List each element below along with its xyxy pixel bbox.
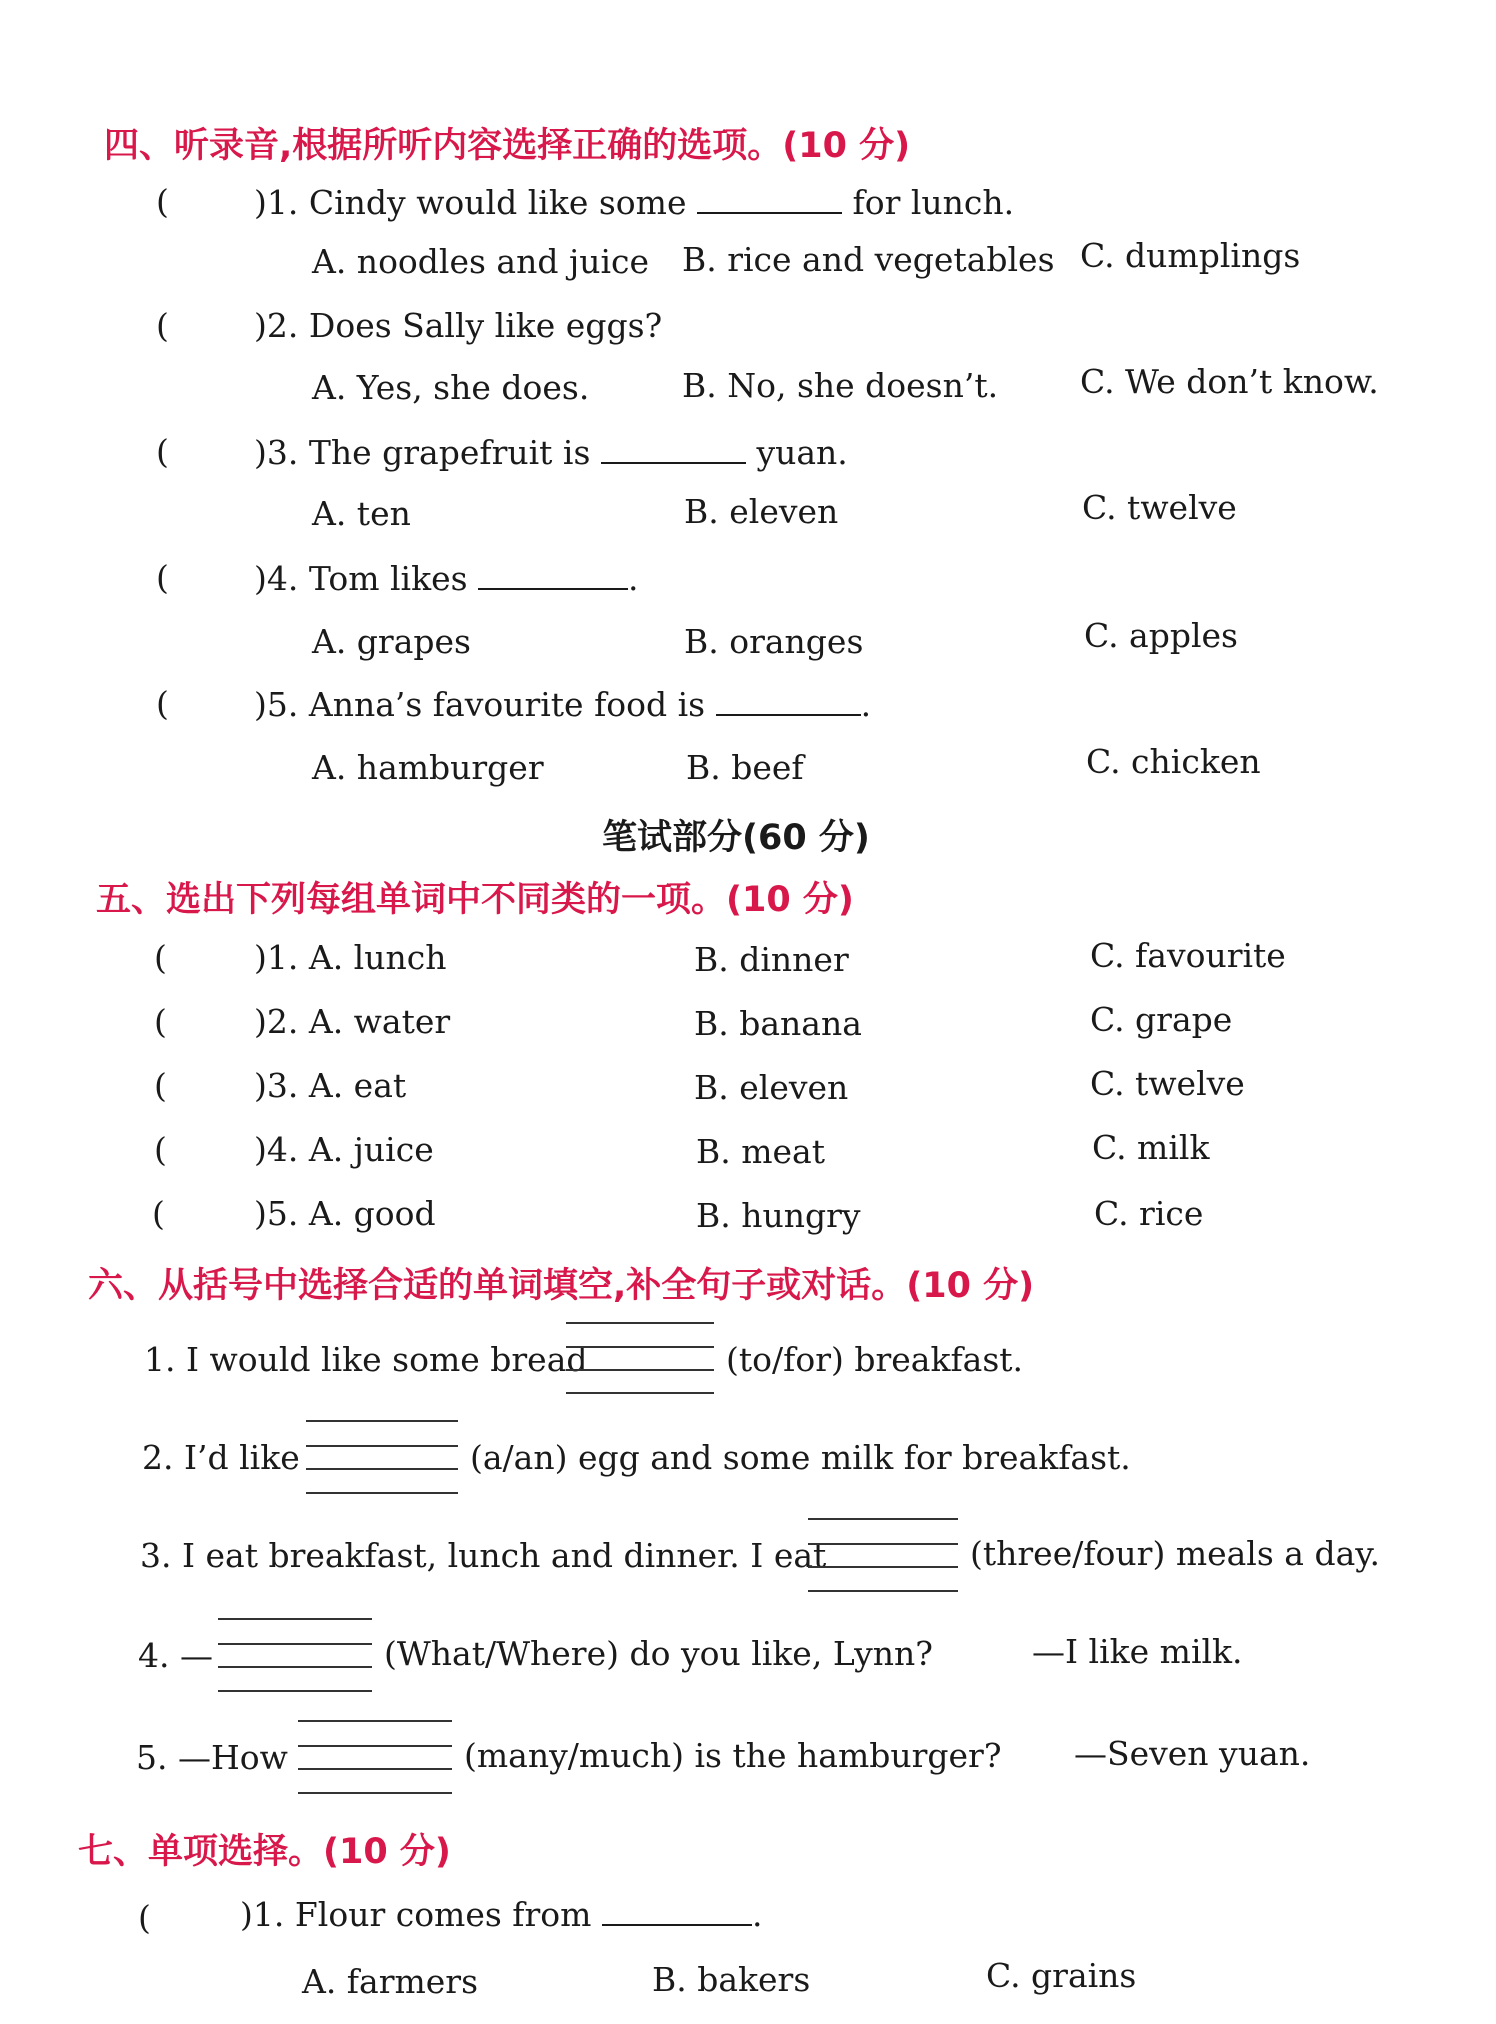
question-text: The grapefruit is <box>308 433 591 472</box>
option-c: C. We don’t know. <box>1080 362 1379 401</box>
fill-sentence-5-start: 5. —How <box>136 1738 288 1777</box>
item-number: )4. <box>254 1130 299 1169</box>
word-group-4 <box>254 1130 434 1169</box>
option-a: A. hamburger <box>312 748 544 787</box>
question-1 <box>254 182 1014 222</box>
answer-paren: ( <box>152 1194 165 1233</box>
answer-blank[interactable] <box>716 684 861 716</box>
answer-paren: ( <box>138 1898 151 1937</box>
question-text: Flour comes from <box>294 1895 592 1934</box>
option-c: C. rice <box>1094 1194 1204 1233</box>
fill-sentence-1-end: (to/for) breakfast. <box>726 1340 1024 1379</box>
option-a: A. noodles and juice <box>312 242 650 281</box>
fill-sentence-2-end: (a/an) egg and some milk for breakfast. <box>470 1438 1131 1477</box>
question-text-end: . <box>628 559 639 598</box>
option-b: B. rice and vegetables <box>682 240 1055 279</box>
option-b: B. banana <box>694 1004 862 1043</box>
answer-paren: ( <box>156 306 169 345</box>
question-text: Cindy would like some <box>308 183 687 222</box>
option-c: C. twelve <box>1082 488 1237 527</box>
option-a: A. juice <box>308 1130 434 1169</box>
item-number: )5. <box>254 1194 299 1233</box>
four-line-answer-box[interactable] <box>808 1518 958 1592</box>
fill-sentence-4-end: (What/Where) do you like, Lynn? <box>384 1634 933 1673</box>
option-b: B. dinner <box>694 940 849 979</box>
answer-blank[interactable] <box>697 182 842 214</box>
option-b: B. hungry <box>696 1196 861 1235</box>
question-4 <box>254 558 639 598</box>
question-text-end: yuan. <box>756 433 848 472</box>
four-line-answer-box[interactable] <box>298 1720 452 1794</box>
option-a: A. Yes, she does. <box>312 368 590 407</box>
option-c: C. grape <box>1090 1000 1233 1039</box>
fill-sentence-5-end: (many/much) is the hamburger? <box>464 1736 1002 1775</box>
answer-paren: ( <box>156 684 169 723</box>
option-a: A. grapes <box>312 622 471 661</box>
option-c: C. milk <box>1092 1128 1210 1167</box>
answer-blank[interactable] <box>601 432 746 464</box>
option-a: A. lunch <box>308 938 447 977</box>
question-text-end: . <box>751 1895 763 1934</box>
option-c: C. twelve <box>1090 1064 1245 1103</box>
section7-title: 七、单项选择。(10 分) <box>78 1832 451 1872</box>
fill-sentence-3-start: 3. I eat breakfast, lunch and dinner. I eat <box>140 1536 827 1575</box>
question-2 <box>254 306 662 345</box>
written-part-title: 笔试部分(60 分) <box>602 818 870 858</box>
answer-paren: ( <box>154 1130 167 1169</box>
question-text-end: for lunch. <box>852 183 1015 222</box>
word-group-2 <box>254 1002 450 1041</box>
option-c: C. favourite <box>1090 936 1286 975</box>
fill-sentence-2-start: 2. I’d like <box>142 1438 300 1477</box>
four-line-answer-box[interactable] <box>218 1618 372 1692</box>
option-b: B. eleven <box>684 492 839 531</box>
option-b: B. bakers <box>652 1960 811 1999</box>
section5-title: 五、选出下列每组单词中不同类的一项。(10 分) <box>96 880 854 920</box>
item-number: )3. <box>254 1066 299 1105</box>
option-b: B. meat <box>696 1132 825 1171</box>
question-number: )3. <box>254 433 299 472</box>
answer-blank[interactable] <box>602 1894 752 1926</box>
option-c: C. dumplings <box>1080 236 1301 275</box>
question-7-1 <box>240 1894 762 1934</box>
answer-paren: ( <box>156 432 169 471</box>
question-5 <box>254 684 871 724</box>
question-number: )2. <box>254 306 299 345</box>
section4-title: 四、听录音,根据所听内容选择正确的选项。(10 分) <box>104 126 911 166</box>
question-text: Does Sally like eggs? <box>308 306 663 345</box>
question-3 <box>254 432 848 472</box>
question-number: )5. <box>254 685 299 724</box>
item-number: )2. <box>254 1002 299 1041</box>
question-number: )4. <box>254 559 299 598</box>
option-a: A. ten <box>312 494 411 533</box>
four-line-answer-box[interactable] <box>566 1322 714 1394</box>
option-c: C. apples <box>1084 616 1238 655</box>
four-line-answer-box[interactable] <box>306 1420 458 1494</box>
option-a: A. eat <box>308 1066 407 1105</box>
fill-sentence-1-start: 1. I would like some bread <box>144 1340 588 1379</box>
answer-blank[interactable] <box>478 558 628 590</box>
fill-sentence-4-start: 4. — <box>138 1636 213 1675</box>
option-a: A. water <box>308 1002 451 1041</box>
item-number: )1. <box>254 938 299 977</box>
word-group-5 <box>254 1194 436 1233</box>
answer-paren: ( <box>156 558 169 597</box>
answer-paren: ( <box>154 938 167 977</box>
answer-paren: ( <box>156 182 169 221</box>
question-number: )1. <box>240 1895 285 1934</box>
question-text: Anna’s favourite food is <box>308 685 706 724</box>
answer-paren: ( <box>154 1066 167 1105</box>
fill-sentence-3-end: (three/four) meals a day. <box>970 1534 1381 1573</box>
word-group-1 <box>254 938 446 977</box>
word-group-3 <box>254 1066 406 1105</box>
dialog-reply-4: —I like milk. <box>1032 1632 1243 1671</box>
question-number: )1. <box>254 183 299 222</box>
option-a: A. farmers <box>302 1962 479 2001</box>
option-b: B. eleven <box>694 1068 849 1107</box>
question-text: Tom likes <box>308 559 468 598</box>
question-text-end: . <box>860 685 872 724</box>
section6-title: 六、从括号中选择合适的单词填空,补全句子或对话。(10 分) <box>88 1266 1035 1306</box>
option-c: C. chicken <box>1086 742 1261 781</box>
option-a: A. good <box>308 1194 436 1233</box>
option-b: B. No, she doesn’t. <box>682 366 999 405</box>
dialog-reply-5: —Seven yuan. <box>1074 1734 1311 1773</box>
option-b: B. oranges <box>684 622 864 661</box>
answer-paren: ( <box>154 1002 167 1041</box>
option-c: C. grains <box>986 1956 1137 1995</box>
option-b: B. beef <box>686 748 804 787</box>
